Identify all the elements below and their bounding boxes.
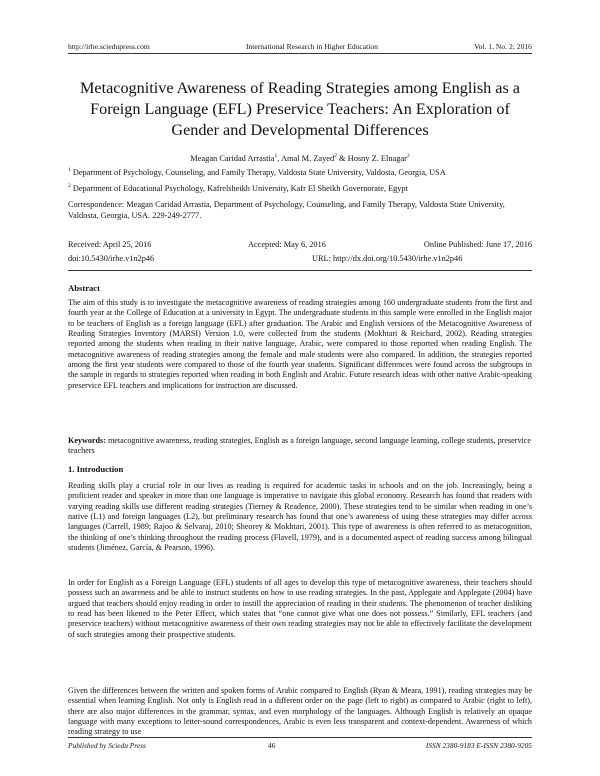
- received-date: Received: April 25, 2016: [68, 240, 152, 249]
- section-heading: 1. Introduction: [68, 464, 124, 474]
- page-number: 46: [268, 741, 276, 750]
- author-affiliation-marker: 1: [274, 153, 278, 160]
- author-affiliation-marker: 2: [334, 153, 337, 160]
- affiliation: [68, 183, 532, 194]
- author-name: Amal M. Zayed: [280, 154, 335, 163]
- running-header: [68, 42, 532, 51]
- author-name: Hosny Z. Elnagar: [347, 154, 407, 163]
- author-separator: &: [336, 154, 348, 163]
- issn: ISSN 2380-9183 E-ISSN 2380-9205: [425, 741, 532, 750]
- abstract-text: The aim of this study is to investigate the metacognitive awareness of reading strategies among 160 undergraduate students from the first and fourth year at the College of Education at a university in Egypt. The undergraduate students in this sample were enrolled in the English major to be teachers of English as a foreign language (EFL) after graduation. The Arabic and English versions of the Metacognitive Awareness of Reading Strategies Inventory (MARSI) Version 1.0, were collected from the students (Mokhtari & Reichard, 2002). Reading strategies reported among the students when reading in their native language, Arabic, were compared to those reported when reading English. The metacognitive awareness of reading strategies among the female and male students were also compared. In addition, the strategies reported among the first year students were compared to those of the fourth year students. Significant differences were found across the subgroups in the sample in regards to strategies reported when reading in both English and Arabic. Future research ideas with other native Arabic-speaking preservice EFL teachers and implications for instruction are discussed.: [68, 298, 532, 390]
- journal-url[interactable]: http://irhe.sciedupress.com: [68, 42, 150, 51]
- keywords: [68, 436, 532, 457]
- body-paragraph: In order for English as a Foreign Language (EFL) students of all ages to develop this type of metacognitive awareness, their teachers should possess such an awareness and be able to instruct students on how to use reading strategies. In the past, Applegate and Applegate (2004) have argued that teachers should enjoy reading in order to instill the appreciation of reading in their students. The phenomenon of teacher disliking to read has been likened to the Peter Effect, which states that “one cannot give what one does not possess.” Similarly, EFL teachers (and preservice teachers) without metacognitive awareness of their own reading strategies may not be able to effectively facilitate the development of such strategies among their prospective students.: [68, 578, 532, 639]
- author-name: Meagan Caridad Arrastia: [190, 154, 275, 163]
- header-divider: [68, 53, 532, 54]
- affiliation: [68, 167, 532, 178]
- author-separator: ,: [277, 154, 281, 163]
- body-paragraph: Reading skills play a crucial role in our lives as reading is required for academic tasks in schools and on the job. Increasingly, being a proficient reader and speaker in more than one language is imperative to navigate this global economy. Research has found that readers with varying reading skills use different reading strategies (Tierney & Readence, 2000). These strategies tend to be similar when reading in one’s native (L1) and foreign languages (L2), but preliminary research has found that one’s awareness of using these strategies may differ across languages (Carrell, 1989; Rajoo & Selvaraj, 2010; Sheorey & Mokhtari, 2001). This type of awareness is often referred to as metacognition, the thinking of one’s thinking throughout the reading process (Flavell, 1979), and is a documented aspect of reading success among bilingual students (Jiménez, García, & Pearson, 1996).: [68, 481, 532, 553]
- journal-name: International Research in Higher Education: [245, 42, 378, 51]
- publisher: Published by Sciedu Press: [68, 741, 146, 750]
- keywords-text: metacognitive awareness, reading strategies, English as a foreign language, second language learning, college students, preservice teachers: [68, 436, 531, 456]
- affiliation-text: Department of Educational Psychology, Kafrelsheikh University, Kafr El Sheikh Governorate, Egypt: [70, 184, 408, 193]
- affiliation-text: Department of Psychology, Counseling, and Family Therapy, Valdosta State University, Valdosta, Georgia, USA: [70, 168, 446, 177]
- author-affiliation-marker: 2: [406, 153, 410, 160]
- affiliation-marker: 2: [68, 183, 71, 190]
- metadata-divider: [68, 270, 532, 271]
- body-paragraph: Given the differences between the written and spoken forms of Arabic compared to English (Ryan & Meara, 1991), reading strategies may be essential when learning English. Not only is English read in a different order on the page (left to right) as compared to Arabic (right to left), there are also major differences in the grammar, syntax, and even morphology of the languages. Although English is relatively an opaque language with many exceptions to letter-sound correspondences, Arabic is even less transparent and context-dependent. Awareness of which reading strategy to use: [68, 686, 532, 737]
- volume-info: Vol. 1, No. 2; 2016: [474, 42, 532, 51]
- published-date: Online Published: June 17, 2016: [423, 240, 532, 249]
- paper-title: Metacognitive Awareness of Reading Strategies among English as a Foreign Language (EFL) Preservice Teachers: An Exploration of Gender and Developmental Differences: [80, 79, 520, 139]
- doi: doi:10.5430/irhe.v1n2p46: [68, 254, 155, 263]
- accepted-date: Accepted: May 6, 2016: [248, 240, 326, 249]
- affiliation-marker: 1: [68, 167, 71, 174]
- abstract-heading: Abstract: [68, 283, 100, 293]
- author-list: [68, 154, 532, 163]
- correspondence: Correspondence: Meagan Caridad Arrastia, Department of Psychology, Counseling, and Family Therapy, Valdosta State University, Valdosta, Georgia, USA. 229-249-2777.: [68, 200, 505, 220]
- doi-url-link[interactable]: URL: http://dx.doi.org/10.5430/irhe.v1n2p46: [312, 254, 463, 263]
- keywords-label: Keywords:: [68, 436, 106, 445]
- footer-divider: [68, 737, 532, 738]
